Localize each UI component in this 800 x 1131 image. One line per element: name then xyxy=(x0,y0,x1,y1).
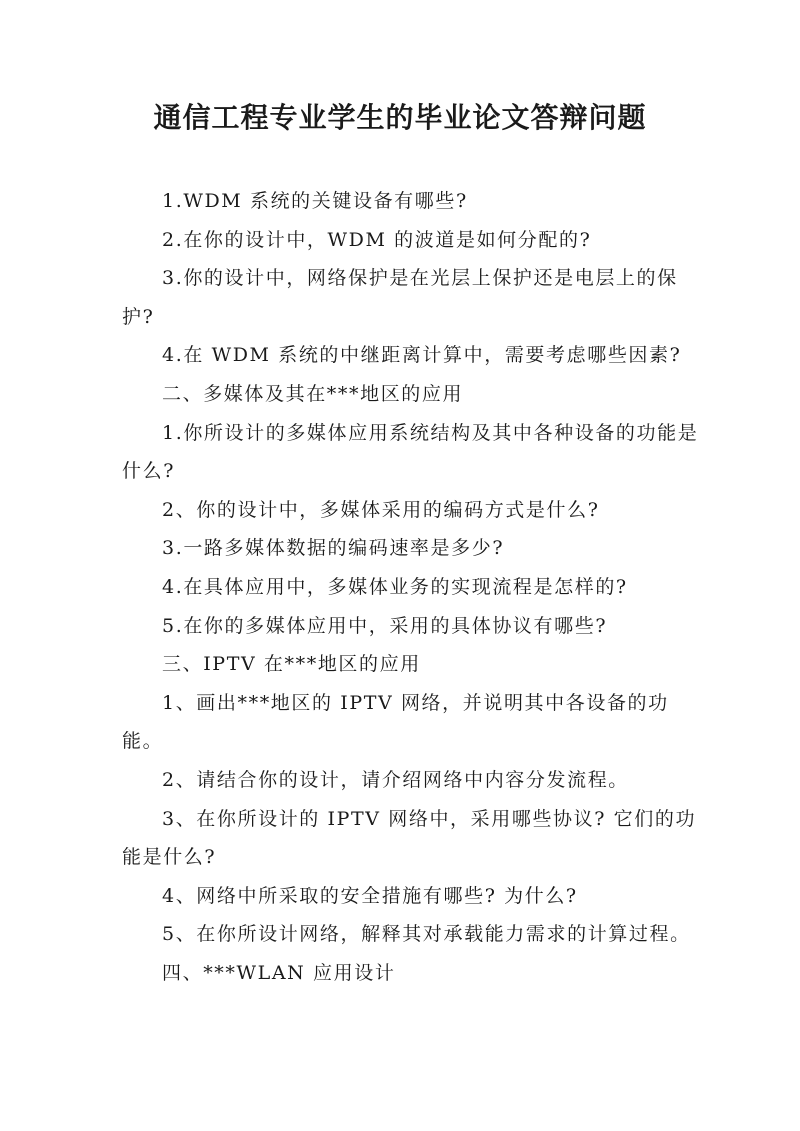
paragraph-iptv-q2: 2、请结合你的设计，请介绍网络中内容分发流程。 xyxy=(162,768,629,791)
paragraph-wdm-q2: 2.在你的设计中，WDM 的波道是如何分配的? xyxy=(162,228,592,251)
section-heading-multimedia: 二、多媒体及其在***地区的应用 xyxy=(162,382,464,405)
paragraph-iptv-q3: 3、在你所设计的 IPTV 网络中，采用哪些协议? 它们的功能是什么? xyxy=(122,807,697,869)
paragraph-iptv-q4: 4、网络中所采取的安全措施有哪些? 为什么? xyxy=(162,884,578,907)
paragraph-multimedia-q3: 3.一路多媒体数据的编码速率是多少? xyxy=(162,537,505,560)
paragraph-wdm-q3: 3.你的设计中，网络保护是在光层上保护还是电层上的保护? xyxy=(122,267,678,328)
document-title: 通信工程专业学生的毕业论文答辩问题 xyxy=(153,101,647,134)
document-body xyxy=(122,182,702,992)
paragraph-wdm-q1: 1.WDM 系统的关键设备有哪些? xyxy=(162,190,468,212)
section-heading-iptv: 三、IPTV 在***地区的应用 xyxy=(162,653,421,676)
paragraph-multimedia-q5: 5.在你的多媒体应用中，采用的具体协议有哪些? xyxy=(162,614,608,637)
paragraph-multimedia-q1: 1.你所设计的多媒体应用系统结构及其中各种设备的功能是什么? xyxy=(122,421,699,483)
paragraph-iptv-q5: 5、在你所设计网络，解释其对承载能力需求的计算过程。 xyxy=(162,923,691,946)
section-heading-wlan: 四、***WLAN 应用设计 xyxy=(162,961,396,984)
paragraph-wdm-q4: 4.在 WDM 系统的中继距离计算中，需要考虑哪些因素? xyxy=(162,344,682,367)
paragraph-multimedia-q2: 2、你的设计中，多媒体采用的编码方式是什么? xyxy=(162,498,600,521)
paragraph-multimedia-q4: 4.在具体应用中，多媒体业务的实现流程是怎样的? xyxy=(162,575,628,598)
paragraph-iptv-q1: 1、画出***地区的 IPTV 网络，并说明其中各设备的功能。 xyxy=(122,691,669,753)
